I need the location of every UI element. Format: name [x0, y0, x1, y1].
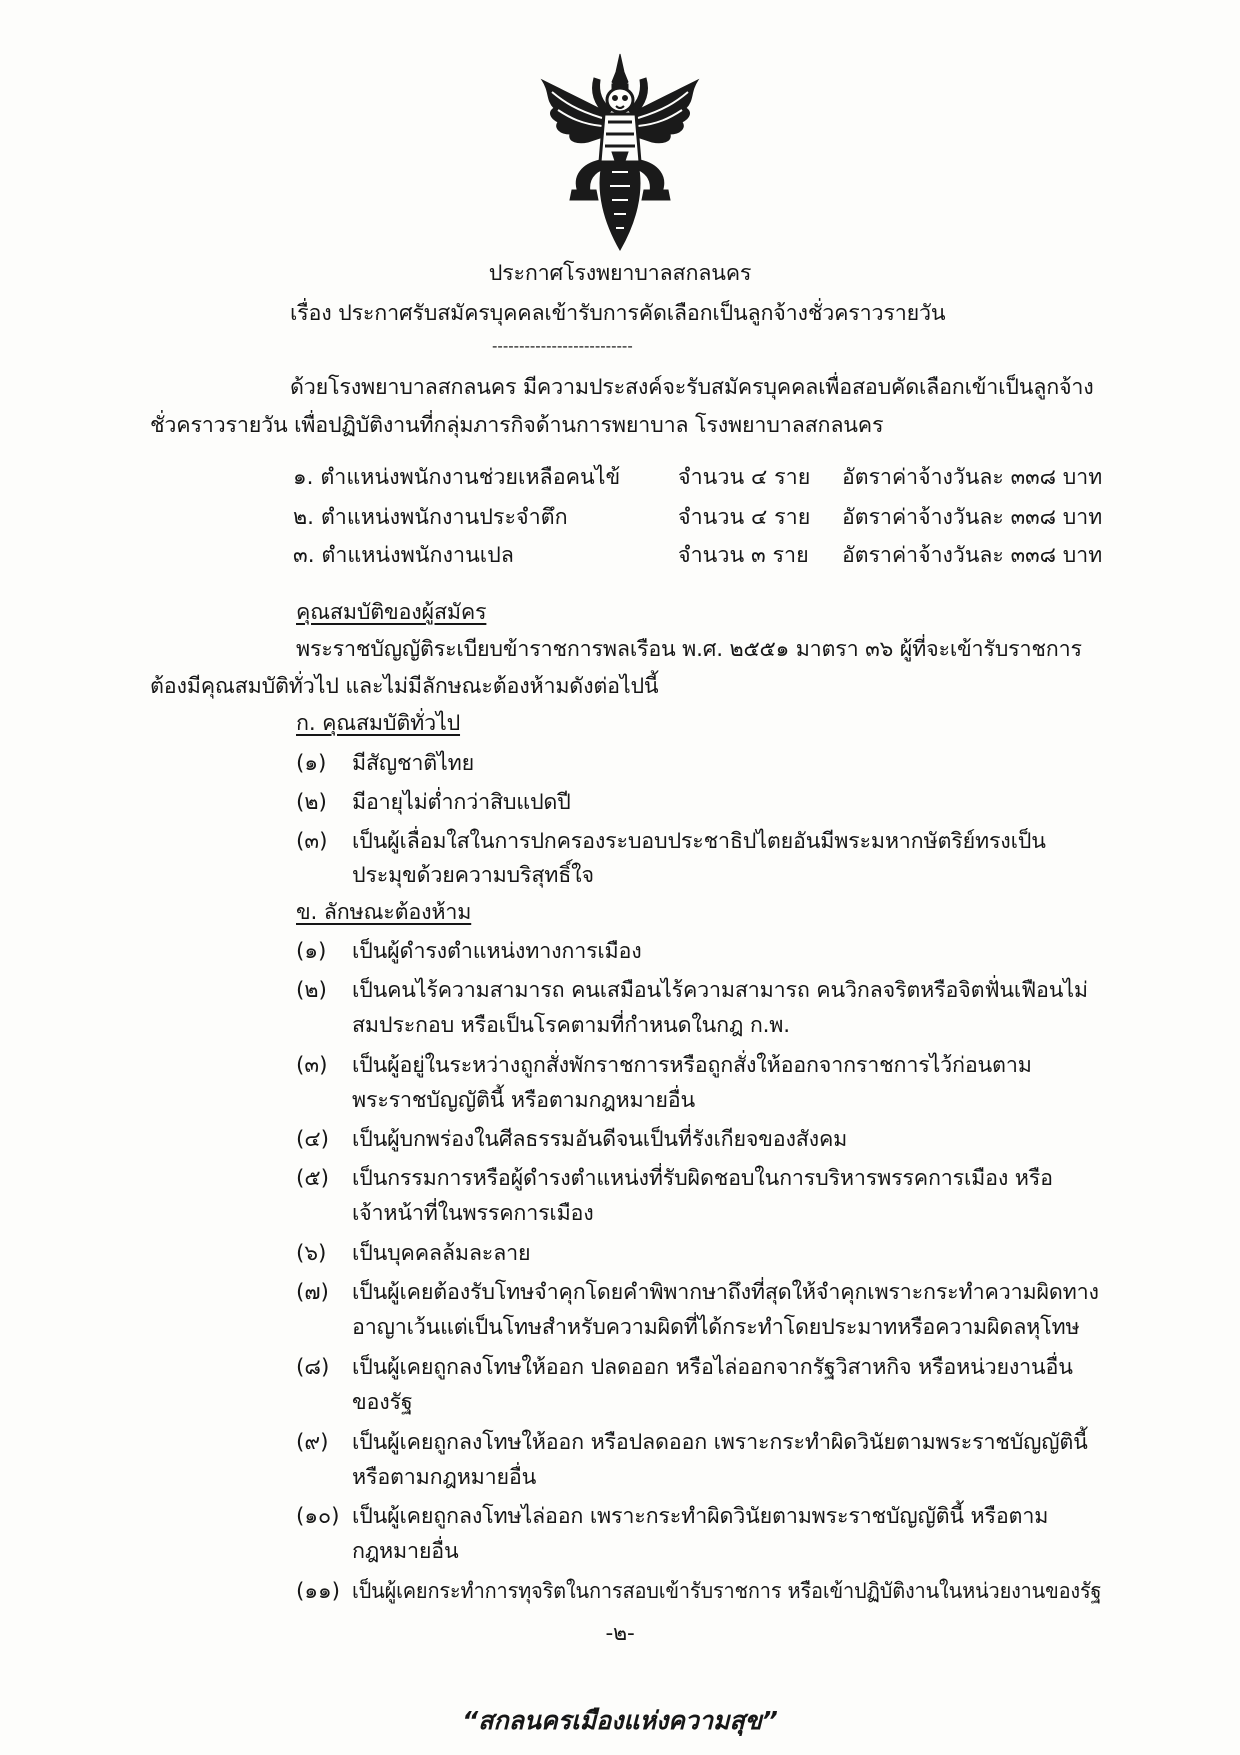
item-text-continued: สมประกอบ หรือเป็นโรคตามที่กำหนดในกฎ ก.พ.: [352, 1013, 790, 1038]
position-rate: อัตราค่าจ้างวันละ ๓๓๘ บาท: [842, 505, 1103, 530]
item-text: เป็นผู้เลื่อมใสในการปกครองระบอบประชาธิปไตยอันมีพระมหากษัตริย์ทรงเป็น: [352, 829, 1046, 854]
announcement-title: ประกาศโรงพยาบาลสกลนคร: [488, 261, 752, 286]
intro-line-1: ด้วยโรงพยาบาลสกลนคร มีความประสงค์จะรับสมัครบุคคลเพื่อสอบคัดเลือกเข้าเป็นลูกจ้าง: [290, 375, 1094, 400]
position-title: ๒. ตำแหน่งพนักงานประจำตึก: [293, 505, 568, 530]
item-number: (๑๑): [296, 1579, 341, 1604]
position-title: ๑. ตำแหน่งพนักงานช่วยเหลือคนไข้: [293, 465, 621, 490]
title-separator: --------------------------: [492, 337, 633, 355]
item-text: เป็นผู้เคยกระทำการทุจริตในการสอบเข้ารับราชการ หรือเข้าปฏิบัติงานในหน่วยงานของรัฐ: [352, 1579, 1102, 1604]
position-rate: อัตราค่าจ้างวันละ ๓๓๘ บาท: [842, 543, 1103, 568]
item-text: เป็นคนไร้ความสามารถ คนเสมือนไร้ความสามารถ คนวิกลจริตหรือจิตฟั่นเฟือนไม่: [352, 978, 1088, 1003]
item-text: เป็นผู้เคยถูกลงโทษให้ออก ปลดออก หรือไล่ออกจากรัฐวิสาหกิจ หรือหน่วยงานอื่น: [352, 1355, 1073, 1380]
item-number: (๒): [296, 790, 327, 815]
position-count: จำนวน ๓ ราย: [678, 543, 809, 568]
item-text-continued: ของรัฐ: [352, 1390, 413, 1415]
item-number: (๓): [296, 1053, 328, 1078]
item-text: เป็นบุคคลล้มละลาย: [352, 1241, 531, 1266]
item-text-continued: พระราชบัญญัตินี้ หรือตามกฎหมายอื่น: [352, 1088, 695, 1113]
item-text-continued: อาญาเว้นแต่เป็นโทษสำหรับความผิดที่ได้กระทำโดยประมาทหรือความผิดลหุโทษ: [352, 1315, 1080, 1340]
item-text: มีสัญชาติไทย: [352, 751, 475, 776]
item-number: (๒): [296, 978, 327, 1003]
item-text: เป็นผู้เคยถูกลงโทษไล่ออก เพราะกระทำผิดวินัยตามพระราชบัญญัตินี้ หรือตาม: [352, 1504, 1049, 1529]
general-qualifications-heading: ก. คุณสมบัติทั่วไป: [296, 711, 461, 736]
item-text: เป็นผู้อยู่ในระหว่างถูกสั่งพักราชการหรือถูกสั่งให้ออกจากราชการไว้ก่อนตาม: [352, 1053, 1032, 1078]
item-number: (๑): [296, 939, 327, 964]
item-text: เป็นผู้เคยต้องรับโทษจำคุกโดยคำพิพากษาถึงที่สุดให้จำคุกเพราะกระทำความผิดทาง: [352, 1280, 1099, 1305]
item-text-continued: เจ้าหน้าที่ในพรรคการเมือง: [352, 1201, 594, 1226]
item-number: (๘): [296, 1355, 330, 1380]
position-rate: อัตราค่าจ้างวันละ ๓๓๘ บาท: [842, 465, 1103, 490]
law-reference-line-2: ต้องมีคุณสมบัติทั่วไป และไม่มีลักษณะต้องห้ามดังต่อไปนี้: [150, 674, 659, 699]
item-text-continued: ประมุขด้วยความบริสุทธิ์ใจ: [352, 863, 594, 888]
item-number: (๕): [296, 1166, 330, 1191]
item-number: (๑๐): [296, 1504, 340, 1529]
item-text: เป็นผู้เคยถูกลงโทษให้ออก หรือปลดออก เพราะกระทำผิดวินัยตามพระราชบัญญัตินี้: [352, 1430, 1088, 1455]
law-reference-line-1: พระราชบัญญัติระเบียบข้าราชการพลเรือน พ.ศ. ๒๕๕๑ มาตรา ๓๖ ผู้ที่จะเข้ารับราชการ: [296, 637, 1082, 662]
item-number: (๙): [296, 1430, 329, 1455]
item-text: เป็นผู้ดำรงตำแหน่งทางการเมือง: [352, 939, 642, 964]
item-number: (๗): [296, 1280, 329, 1305]
position-title: ๓. ตำแหน่งพนักงานเปล: [293, 543, 514, 568]
item-number: (๑): [296, 751, 327, 776]
item-number: (๓): [296, 829, 328, 854]
item-number: (๖): [296, 1241, 327, 1266]
item-number: (๔): [296, 1127, 330, 1152]
item-text: เป็นกรรมการหรือผู้ดำรงตำแหน่งที่รับผิดชอบในการบริหารพรรคการเมือง หรือ: [352, 1166, 1053, 1191]
qualifications-heading: คุณสมบัติของผู้สมัคร: [296, 600, 487, 625]
item-text-continued: กฎหมายอื่น: [352, 1539, 459, 1564]
garuda-emblem-icon: [532, 52, 708, 252]
item-text-continued: หรือตามกฎหมายอื่น: [352, 1465, 537, 1490]
item-text: เป็นผู้บกพร่องในศีลธรรมอันดีจนเป็นที่รังเกียจของสังคม: [352, 1127, 848, 1152]
prohibited-heading: ข. ลักษณะต้องห้าม: [296, 900, 472, 925]
intro-line-2: ชั่วคราวรายวัน เพื่อปฏิบัติงานที่กลุ่มภารกิจด้านการพยาบาล โรงพยาบาลสกลนคร: [150, 413, 884, 438]
position-count: จำนวน ๔ ราย: [678, 465, 811, 490]
page-number: -๒-: [605, 1621, 635, 1646]
item-text: มีอายุไม่ต่ำกว่าสิบแปดปี: [352, 790, 571, 815]
announcement-subject: เรื่อง ประกาศรับสมัครบุคคลเข้ารับการคัดเลือกเป็นลูกจ้างชั่วคราวรายวัน: [290, 301, 946, 326]
position-count: จำนวน ๔ ราย: [678, 505, 811, 530]
footer-slogan: “สกลนครเมืองแห่งความสุข”: [462, 1706, 778, 1735]
